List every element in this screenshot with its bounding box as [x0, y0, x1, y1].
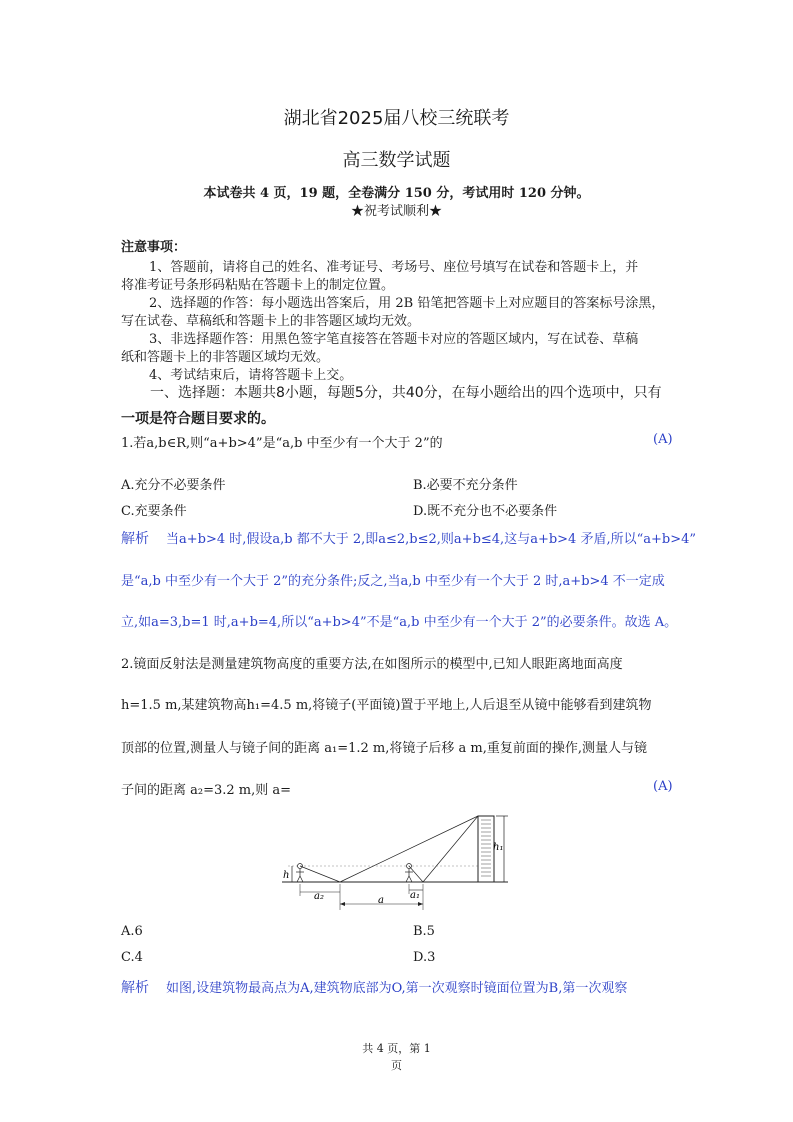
exam-subtitle: 高三数学试题 [342, 150, 451, 171]
q1-option-d: D.既不充分也不必要条件 [413, 504, 558, 519]
q1-option-a: A.充分不必要条件 [121, 478, 226, 493]
mirror-method-figure [278, 808, 518, 912]
exam-wish: ★祝考试顺利★ [350, 204, 442, 219]
q2-analysis-line-1: 如图,设建筑物最高点为A,建筑物底部为O,第一次观察时镜面位置为B,第一次观察 [166, 981, 628, 996]
ray-1-in [300, 866, 340, 882]
section-heading-line-2: 一项是符合题目要求的。 [121, 411, 275, 427]
notice-heading: 注意事项： [121, 240, 187, 255]
q2-stem-line-1: 2.镜面反射法是测量建筑物高度的重要方法,在如图所示的模型中,已知人眼距离地面高度 [121, 657, 623, 672]
notice-item-1b: 将准考证号条形码粘贴在答题卡上的制定位置。 [121, 278, 395, 293]
ray-2-out [423, 816, 478, 882]
q2-analysis-label: 解析 [121, 980, 149, 996]
q2-option-a: A.6 [121, 924, 143, 939]
label-h1: h₁ [493, 842, 504, 853]
page-footer-line-1: 共 4 页，第 1 [362, 1042, 431, 1055]
notice-item-1a: 1、答题前，请将自己的姓名、准考证号、考场号、座位号填写在试卷和答题卡上，并 [149, 260, 639, 275]
q1-analysis-line-1: 当a+b>4 时,假设a,b 都不大于 2,即a≤2,b≤2,则a+b≤4,这与a+b>4 矛盾,所以“a+b>4” [166, 532, 697, 547]
q1-analysis-label: 解析 [121, 531, 149, 547]
q2-option-d: D.3 [413, 950, 436, 965]
q1-analysis-line-2: 是“a,b 中至少有一个大于 2”的充分条件;反之,当a,b 中至少有一个大于 2 时,a+b>4 不一定成 [121, 574, 665, 589]
label-a1: a₁ [410, 890, 420, 901]
q1-option-c: C.充要条件 [121, 504, 187, 519]
label-h: h [283, 870, 290, 881]
q2-answer: (A) [653, 779, 673, 794]
notice-item-3b: 纸和答题卡上的非答题区域均无效。 [121, 350, 330, 365]
section-heading-line-1: 一、选择题：本题共8小题，每题5分，共40分，在每小题给出的四个选项中，只有 [150, 385, 662, 401]
q2-option-c: C.4 [121, 950, 143, 965]
q2-stem-line-3: 顶部的位置,测量人与镜子间的距离 a₁=1.2 m,将镜子后移 a m,重复前面的操作,测量人与镜 [121, 741, 647, 756]
exam-info: 本试卷共 4 页，19 题，全卷满分 150 分，考试用时 120 分钟。 [203, 186, 590, 201]
page-footer-line-2: 页 [391, 1059, 402, 1072]
q1-analysis-line-3: 立,如a=3,b=1 时,a+b=4,所以“a+b>4”不是“a,b 中至少有一个大于 2”的必要条件。故选 A。 [121, 615, 678, 630]
notice-item-2a: 2、选择题的作答：每小题选出答案后，用 2B 铅笔把答题卡上对应题目的答案标号涂黑， [149, 296, 665, 311]
label-a: a [378, 895, 384, 906]
q1-answer: (A) [653, 432, 673, 447]
notice-item-2b: 写在试卷、草稿纸和答题卡上的非答题区域均无效。 [121, 314, 421, 329]
exam-title: 湖北省2025届八校三统联考 [283, 108, 510, 129]
q1-stem: 1.若a,b∈R,则“a+b>4”是“a,b 中至少有一个大于 2”的 [121, 436, 443, 451]
notice-item-3a: 3、非选择题作答：用黑色签字笔直接答在答题卡对应的答题区域内，写在试卷、草稿 [149, 332, 639, 347]
label-a2: a₂ [314, 891, 324, 902]
q2-stem-line-4: 子间的距离 a₂=3.2 m,则 a= [121, 783, 292, 798]
q1-option-b: B.必要不充分条件 [413, 478, 518, 493]
notice-item-4: 4、考试结束后，请将答题卡上交。 [149, 368, 353, 383]
q2-option-b: B.5 [413, 924, 435, 939]
q2-stem-line-2: h=1.5 m,某建筑物高h₁=4.5 m,将镜子(平面镜)置于平地上,人后退至从镜中能够看到建筑物 [121, 698, 652, 713]
